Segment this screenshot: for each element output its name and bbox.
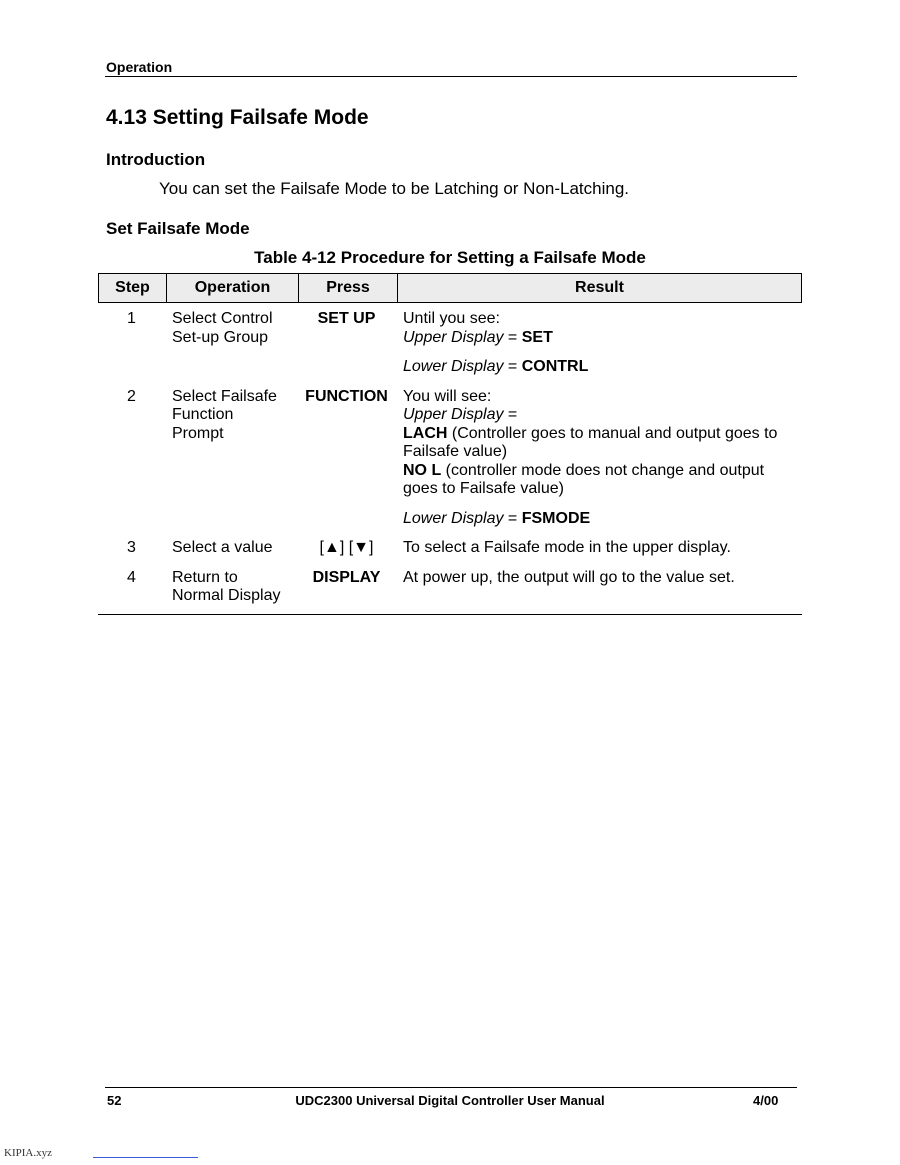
table-row: [98, 539, 802, 569]
press-key: DISPLAY: [312, 568, 381, 586]
equals-sign: =: [503, 358, 522, 375]
press-key: FUNCTION: [305, 387, 388, 405]
footer-rule: [105, 1087, 797, 1088]
lower-display-label: Lower Display: [403, 509, 504, 527]
result-cell: At power up, the output will go to the value set.: [403, 568, 735, 586]
running-header: Operation: [106, 59, 173, 75]
page-number: 52: [107, 1093, 122, 1108]
lower-display-line: [403, 358, 800, 377]
operation-line: Set-up Group: [172, 328, 269, 346]
option-nol-line: [403, 462, 800, 481]
result-line: You will see:: [403, 387, 492, 405]
equals-sign: =: [503, 406, 518, 423]
table-row: [98, 388, 802, 540]
operation-line: Function: [172, 406, 234, 423]
option-lach-text: (Controller goes to manual and output goes to: [447, 424, 778, 442]
upper-display-label: Upper Display: [403, 406, 504, 423]
operation-cell: [165, 310, 297, 377]
step-number: 2: [127, 387, 136, 405]
operation-line: Select a value: [172, 539, 273, 556]
upper-display-label: Upper Display: [403, 328, 504, 346]
watermark-link-underline[interactable]: [93, 1157, 198, 1158]
equals-sign: =: [503, 509, 522, 527]
option-nol-value: NO L: [403, 461, 442, 479]
option-nol-text: (controller mode does not change and output: [441, 461, 765, 479]
manual-title: UDC2300 Universal Digital Controller User Manual: [295, 1093, 605, 1108]
operation-line: Return to: [172, 568, 238, 586]
set-failsafe-heading: Set Failsafe Mode: [106, 219, 250, 238]
arrow-keys: [▲] [▼]: [319, 539, 374, 556]
watermark-text: KIPIA.xyz: [4, 1147, 52, 1159]
operation-cell: [165, 388, 297, 529]
result-cell: To select a Failsafe mode in the upper display.: [403, 539, 731, 556]
option-nol-text-cont: goes to Failsafe value): [403, 480, 564, 497]
step-number: 1: [127, 310, 136, 327]
table-row: [98, 303, 802, 388]
press-key: SET UP: [317, 310, 376, 327]
option-lach-value: LACH: [403, 424, 448, 442]
table-header-row: [98, 273, 802, 303]
lower-display-label: Lower Display: [403, 358, 504, 375]
upper-display-line: [403, 406, 800, 425]
equals-sign: =: [503, 328, 522, 346]
procedure-table: [98, 273, 802, 615]
operation-cell: [165, 539, 297, 558]
header-rule: [105, 76, 797, 77]
option-lach-line: [403, 425, 800, 444]
header-step: Step: [115, 279, 150, 296]
step-number: 4: [127, 568, 136, 586]
section-title: 4.13 Setting Failsafe Mode: [106, 106, 369, 129]
table-row: [98, 569, 802, 617]
operation-line: Prompt: [172, 424, 224, 442]
header-result: Result: [397, 274, 801, 302]
header-press: Press: [298, 274, 397, 302]
introduction-text: You can set the Failsafe Mode to be Latching or Non-Latching.: [159, 179, 630, 198]
operation-line: Normal Display: [172, 587, 281, 604]
lower-display-value: FSMODE: [521, 509, 591, 527]
header-operation: Operation: [166, 274, 298, 302]
option-lach-text-cont: Failsafe value): [403, 443, 508, 460]
operation-line: Select Control: [172, 310, 273, 327]
operation-line: Select Failsafe: [172, 387, 277, 405]
upper-display-line: [403, 329, 800, 348]
result-cell: [396, 388, 800, 529]
upper-display-value: SET: [521, 328, 553, 346]
lower-display-value: CONTRL: [521, 358, 589, 375]
step-number: 3: [127, 539, 136, 556]
operation-cell: [165, 569, 297, 606]
result-cell: [396, 310, 800, 377]
table-body: [98, 303, 802, 617]
table-caption: Table 4-12 Procedure for Setting a Failsafe Mode: [254, 248, 646, 267]
revision-date: 4/00: [753, 1093, 779, 1108]
table-bottom-rule: [98, 614, 802, 615]
introduction-heading: Introduction: [106, 150, 206, 169]
result-line: Until you see:: [403, 310, 500, 327]
lower-display-line: [403, 510, 800, 529]
